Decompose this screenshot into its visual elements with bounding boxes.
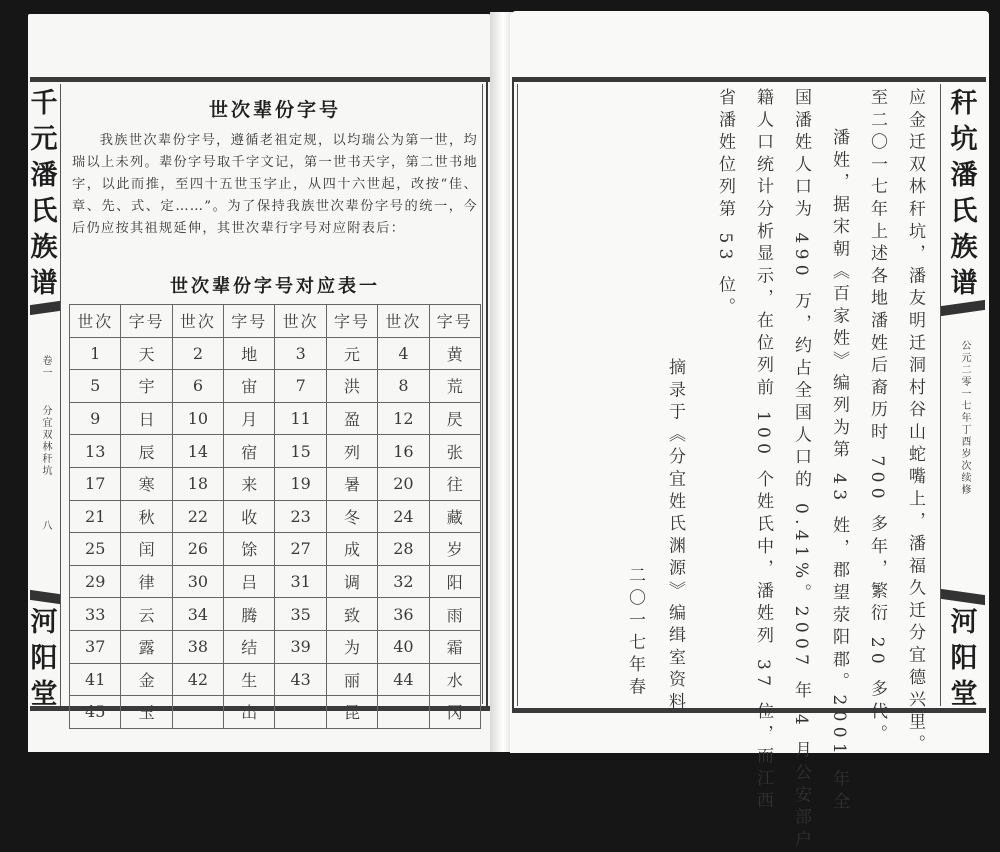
generation-character-cell: 往 bbox=[429, 467, 480, 500]
right-side-hall-name bbox=[943, 605, 985, 713]
generation-number-cell: 26 bbox=[172, 533, 223, 566]
generation-character-cell: 云 bbox=[121, 598, 172, 631]
table-row bbox=[70, 500, 481, 533]
generation-number-cell bbox=[172, 696, 223, 729]
generation-number-cell: 7 bbox=[275, 370, 326, 403]
table-row bbox=[70, 402, 481, 435]
generation-number-cell: 20 bbox=[378, 467, 429, 500]
generation-number-cell: 41 bbox=[70, 663, 121, 696]
generation-character-cell: 馀 bbox=[224, 533, 275, 566]
generation-number-cell: 23 bbox=[275, 500, 326, 533]
left-frame-inner-rule bbox=[482, 84, 483, 704]
text-column-1: 应金迁双林秆坑，潘友明迁洞村谷山蛇嘴上，潘福久迁分宜德兴里。 bbox=[905, 88, 925, 757]
table-header-row bbox=[70, 305, 481, 338]
generation-character-cell: 地 bbox=[224, 337, 275, 370]
generation-number-cell: 10 bbox=[172, 402, 223, 435]
header-character: 字号 bbox=[224, 305, 275, 338]
generation-character-cell: 阳 bbox=[429, 565, 480, 598]
date-note: 二〇一七年春 bbox=[625, 566, 645, 700]
generation-number-cell bbox=[275, 696, 326, 729]
generation-number-cell: 8 bbox=[378, 370, 429, 403]
generation-character-cell: 岁 bbox=[429, 533, 480, 566]
volume-label: 卷一 bbox=[40, 355, 51, 379]
generation-character-cell: 收 bbox=[224, 500, 275, 533]
left-frame-top-rule bbox=[30, 77, 490, 82]
generation-character-cell: 霜 bbox=[429, 630, 480, 663]
generation-number-cell: 21 bbox=[70, 500, 121, 533]
generation-number-cell: 44 bbox=[378, 663, 429, 696]
generation-character-cell: 雨 bbox=[429, 598, 480, 631]
generation-character-cell: 暑 bbox=[326, 467, 377, 500]
table-title: 世次辈份字号对应表一 bbox=[170, 276, 380, 297]
generation-character-cell: 成 bbox=[326, 533, 377, 566]
generation-number-cell: 4 bbox=[378, 337, 429, 370]
page-heading: 世次辈份字号 bbox=[208, 99, 341, 121]
generation-number-cell: 38 bbox=[172, 630, 223, 663]
generation-character-cell: 露 bbox=[121, 630, 172, 663]
generation-character-cell: 律 bbox=[121, 565, 172, 598]
generation-character-cell: 出 bbox=[224, 696, 275, 729]
generation-number-cell: 17 bbox=[70, 467, 121, 500]
left-side-hall-name bbox=[26, 605, 62, 713]
generation-number-cell: 32 bbox=[378, 565, 429, 598]
generation-character-cell: 列 bbox=[326, 435, 377, 468]
generation-number-cell: 40 bbox=[378, 630, 429, 663]
generation-number-cell: 24 bbox=[378, 500, 429, 533]
generation-number-cell: 14 bbox=[172, 435, 223, 468]
generation-number-cell: 2 bbox=[172, 337, 223, 370]
generation-character-cell: 冈 bbox=[429, 696, 480, 729]
generation-number-cell: 11 bbox=[275, 402, 326, 435]
hall-char: 阳 bbox=[30, 643, 58, 674]
hall-char: 阳 bbox=[950, 643, 978, 674]
hall-char: 河 bbox=[950, 607, 978, 638]
generation-number-cell: 34 bbox=[172, 598, 223, 631]
generation-number-cell: 43 bbox=[275, 663, 326, 696]
generation-character-cell: 冬 bbox=[326, 500, 377, 533]
generation-character-cell: 荒 bbox=[429, 370, 480, 403]
title-char: 潘 bbox=[30, 160, 58, 191]
title-char: 族 bbox=[30, 232, 58, 263]
generation-character-cell: 秋 bbox=[121, 500, 172, 533]
generation-number-cell: 12 bbox=[378, 402, 429, 435]
generation-number-cell: 16 bbox=[378, 435, 429, 468]
generation-number-cell: 45 bbox=[70, 696, 121, 729]
generation-number-cell: 28 bbox=[378, 533, 429, 566]
left-side-title bbox=[26, 86, 62, 302]
generation-character-cell: 金 bbox=[121, 663, 172, 696]
right-side-title bbox=[943, 86, 985, 302]
generation-number-cell: 15 bbox=[275, 435, 326, 468]
generation-character-cell: 元 bbox=[326, 337, 377, 370]
title-char: 千 bbox=[30, 88, 58, 119]
title-char: 坑 bbox=[950, 124, 978, 155]
generation-character-cell: 辰 bbox=[121, 435, 172, 468]
generation-character-cell: 黄 bbox=[429, 337, 480, 370]
generation-number-cell: 25 bbox=[70, 533, 121, 566]
generation-table bbox=[69, 304, 481, 729]
generation-number-cell: 1 bbox=[70, 337, 121, 370]
generation-character-cell: 丽 bbox=[326, 663, 377, 696]
generation-character-cell: 月 bbox=[224, 402, 275, 435]
generation-number-cell: 3 bbox=[275, 337, 326, 370]
generation-character-cell: 生 bbox=[224, 663, 275, 696]
generation-number-cell: 27 bbox=[275, 533, 326, 566]
generation-number-cell: 19 bbox=[275, 467, 326, 500]
generation-character-cell: 宿 bbox=[224, 435, 275, 468]
title-char: 族 bbox=[950, 232, 978, 263]
generation-number-cell: 29 bbox=[70, 565, 121, 598]
table-row bbox=[70, 435, 481, 468]
left-frame-right-rule bbox=[486, 80, 488, 708]
generation-character-cell: 调 bbox=[326, 565, 377, 598]
generation-number-cell: 6 bbox=[172, 370, 223, 403]
header-character: 字号 bbox=[326, 305, 377, 338]
generation-character-cell: 天 bbox=[121, 337, 172, 370]
source-note: 摘录于《分宜姓氏渊源》编缉室资料 bbox=[665, 358, 685, 715]
generation-number-cell: 9 bbox=[70, 402, 121, 435]
generation-character-cell: 结 bbox=[224, 630, 275, 663]
table-row bbox=[70, 565, 481, 598]
right-side-column-rule bbox=[940, 84, 941, 706]
generation-character-cell: 宇 bbox=[121, 370, 172, 403]
title-char: 元 bbox=[30, 124, 58, 155]
text-column-4: 国潘姓人口为 490 万，约占全国人口的 0.41%。2007 年 4 月公安部户 bbox=[791, 88, 811, 852]
table-row bbox=[70, 370, 481, 403]
generation-number-cell: 36 bbox=[378, 598, 429, 631]
generation-character-cell: 致 bbox=[326, 598, 377, 631]
generation-character-cell: 闰 bbox=[121, 533, 172, 566]
intro-paragraph bbox=[72, 130, 478, 240]
header-character: 字号 bbox=[121, 305, 172, 338]
generation-number-cell: 37 bbox=[70, 630, 121, 663]
table-row bbox=[70, 630, 481, 663]
text-column-6: 省潘姓位列第 53 位。 bbox=[715, 88, 735, 321]
generation-number-cell: 18 bbox=[172, 467, 223, 500]
generation-number-cell bbox=[378, 696, 429, 729]
table-row bbox=[70, 598, 481, 631]
title-char: 谱 bbox=[30, 268, 58, 299]
generation-number-cell: 33 bbox=[70, 598, 121, 631]
header-character: 字号 bbox=[429, 305, 480, 338]
generation-character-cell: 水 bbox=[429, 663, 480, 696]
hall-char: 河 bbox=[30, 607, 58, 638]
generation-character-cell: 宙 bbox=[224, 370, 275, 403]
generation-character-cell: 为 bbox=[326, 630, 377, 663]
header-generation: 世次 bbox=[172, 305, 223, 338]
generation-character-cell: 昃 bbox=[429, 402, 480, 435]
title-char: 秆 bbox=[950, 88, 978, 119]
intro-text: 我族世次辈份字号，遵循老祖定规，以均瑞公为第一世，均瑞以上未列。辈份字号取千字文记，第一世书天字，第二世书地字，以此而推，至四十五世玉字止，从四十六世起，改按“佳、章、先、式、定……”。为了保持我族世次辈份字号的统一，今后仍应按其祖规延伸，其世次辈行字号对应附表后： bbox=[72, 133, 478, 236]
table-row bbox=[70, 696, 481, 729]
table-row bbox=[70, 337, 481, 370]
header-generation: 世次 bbox=[70, 305, 121, 338]
generation-number-cell: 31 bbox=[275, 565, 326, 598]
generation-character-cell: 昆 bbox=[326, 696, 377, 729]
table-row bbox=[70, 467, 481, 500]
generation-character-cell: 日 bbox=[121, 402, 172, 435]
generation-number-cell: 39 bbox=[275, 630, 326, 663]
hall-char: 堂 bbox=[950, 679, 978, 710]
text-column-3: 潘姓，据宋朝《百家姓》编列为第 43 姓，郡望荥阳郡。2001 年全 bbox=[829, 128, 849, 815]
header-generation: 世次 bbox=[378, 305, 429, 338]
generation-number-cell: 35 bbox=[275, 598, 326, 631]
generation-number-cell: 5 bbox=[70, 370, 121, 403]
generation-number-cell: 30 bbox=[172, 565, 223, 598]
text-column-5: 籍人口统计分析显示，在位列前 100 个姓氏中，潘姓列 37 位，而江西 bbox=[753, 88, 773, 814]
generation-character-cell: 藏 bbox=[429, 500, 480, 533]
generation-character-cell: 盈 bbox=[326, 402, 377, 435]
title-char: 潘 bbox=[950, 160, 978, 191]
generation-number-cell: 13 bbox=[70, 435, 121, 468]
generation-number-cell: 42 bbox=[172, 663, 223, 696]
generation-character-cell: 张 bbox=[429, 435, 480, 468]
generation-character-cell: 洪 bbox=[326, 370, 377, 403]
right-frame-top-rule bbox=[512, 77, 986, 82]
table-row bbox=[70, 663, 481, 696]
right-frame-inner-rule bbox=[517, 84, 518, 706]
generation-character-cell: 来 bbox=[224, 467, 275, 500]
edition-label: 公元二零一七年丁酉岁次续修 bbox=[959, 340, 970, 496]
table-row bbox=[70, 533, 481, 566]
text-column-2: 至二〇一七年上述各地潘姓后裔历时 700 多年，繁衍 20 多代。 bbox=[867, 88, 887, 747]
hall-char: 堂 bbox=[30, 679, 58, 710]
generation-number-cell: 22 bbox=[172, 500, 223, 533]
header-generation: 世次 bbox=[275, 305, 326, 338]
generation-character-cell: 寒 bbox=[121, 467, 172, 500]
generation-character-cell: 玉 bbox=[121, 696, 172, 729]
generation-character-cell: 吕 bbox=[224, 565, 275, 598]
book-spine bbox=[490, 12, 512, 752]
title-char: 氏 bbox=[30, 196, 58, 227]
section-label: 分宜双林秆坑 bbox=[40, 405, 51, 477]
page-number: 八 bbox=[40, 520, 51, 532]
right-frame-left-rule bbox=[512, 80, 514, 712]
title-char: 氏 bbox=[950, 196, 978, 227]
title-char: 谱 bbox=[950, 268, 978, 299]
generation-character-cell: 腾 bbox=[224, 598, 275, 631]
